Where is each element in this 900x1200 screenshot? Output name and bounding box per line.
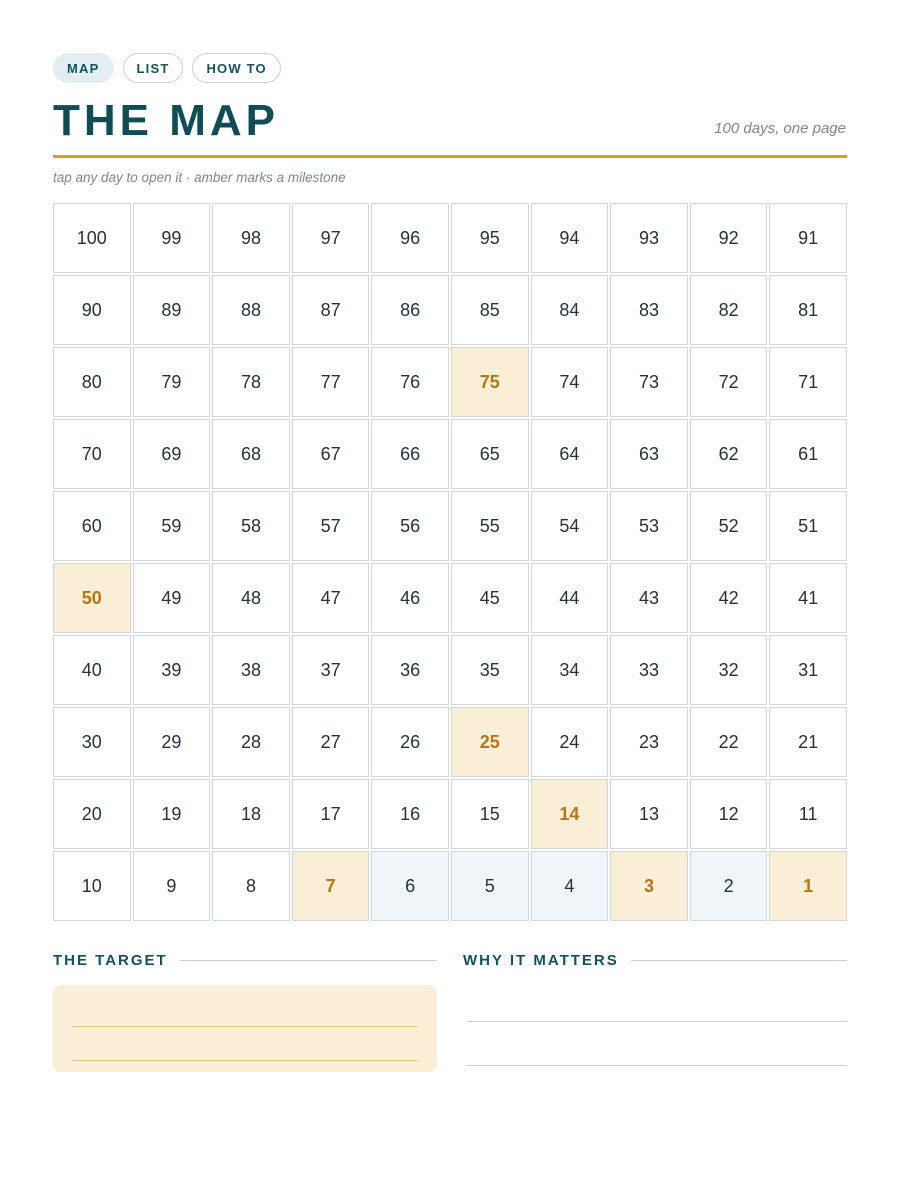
day-cell[interactable]: 29 bbox=[133, 707, 211, 777]
day-cell[interactable]: 15 bbox=[451, 779, 529, 849]
why-writing-line[interactable] bbox=[467, 1021, 847, 1022]
tab-how-to[interactable]: HOW TO bbox=[192, 53, 280, 83]
day-cell[interactable]: 17 bbox=[292, 779, 370, 849]
day-cell[interactable]: 36 bbox=[371, 635, 449, 705]
day-cell[interactable]: 98 bbox=[212, 203, 290, 273]
day-cell[interactable]: 79 bbox=[133, 347, 211, 417]
day-cell[interactable]: 30 bbox=[53, 707, 131, 777]
day-cell[interactable]: 74 bbox=[531, 347, 609, 417]
day-cell[interactable]: 42 bbox=[690, 563, 768, 633]
day-cell[interactable]: 85 bbox=[451, 275, 529, 345]
day-cell[interactable]: 33 bbox=[610, 635, 688, 705]
day-cell[interactable]: 26 bbox=[371, 707, 449, 777]
day-cell[interactable]: 41 bbox=[769, 563, 847, 633]
day-cell-milestone[interactable]: 75 bbox=[451, 347, 529, 417]
day-grid bbox=[53, 203, 847, 921]
day-cell[interactable]: 97 bbox=[292, 203, 370, 273]
day-cell[interactable]: 2 bbox=[690, 851, 768, 921]
day-cell[interactable]: 13 bbox=[610, 779, 688, 849]
day-cell[interactable]: 82 bbox=[690, 275, 768, 345]
day-cell[interactable]: 44 bbox=[531, 563, 609, 633]
why-heading: WHY IT MATTERS bbox=[463, 952, 619, 969]
day-cell[interactable]: 62 bbox=[690, 419, 768, 489]
day-cell[interactable]: 71 bbox=[769, 347, 847, 417]
day-cell[interactable]: 16 bbox=[371, 779, 449, 849]
day-cell[interactable]: 45 bbox=[451, 563, 529, 633]
day-cell-milestone[interactable]: 7 bbox=[292, 851, 370, 921]
day-cell[interactable]: 6 bbox=[371, 851, 449, 921]
tab-list[interactable]: LIST bbox=[123, 53, 184, 83]
day-cell[interactable]: 93 bbox=[610, 203, 688, 273]
day-cell[interactable]: 89 bbox=[133, 275, 211, 345]
day-cell[interactable]: 96 bbox=[371, 203, 449, 273]
day-cell[interactable]: 58 bbox=[212, 491, 290, 561]
day-cell-milestone[interactable]: 25 bbox=[451, 707, 529, 777]
day-cell[interactable]: 77 bbox=[292, 347, 370, 417]
day-cell[interactable]: 95 bbox=[451, 203, 529, 273]
day-cell[interactable]: 53 bbox=[610, 491, 688, 561]
day-cell[interactable]: 20 bbox=[53, 779, 131, 849]
day-cell[interactable]: 60 bbox=[53, 491, 131, 561]
day-cell[interactable]: 38 bbox=[212, 635, 290, 705]
day-cell[interactable]: 59 bbox=[133, 491, 211, 561]
page-title: THE MAP bbox=[53, 96, 279, 145]
day-cell[interactable]: 28 bbox=[212, 707, 290, 777]
day-cell[interactable]: 87 bbox=[292, 275, 370, 345]
day-cell[interactable]: 83 bbox=[610, 275, 688, 345]
why-heading-rule bbox=[631, 960, 847, 961]
day-cell[interactable]: 31 bbox=[769, 635, 847, 705]
day-cell[interactable]: 80 bbox=[53, 347, 131, 417]
day-cell[interactable]: 40 bbox=[53, 635, 131, 705]
usage-hint: tap any day to open it · amber marks a milestone bbox=[53, 170, 346, 185]
day-cell[interactable]: 24 bbox=[531, 707, 609, 777]
day-cell[interactable]: 4 bbox=[531, 851, 609, 921]
day-cell[interactable]: 51 bbox=[769, 491, 847, 561]
day-cell[interactable]: 32 bbox=[690, 635, 768, 705]
why-section-header bbox=[463, 952, 847, 969]
target-writing-line bbox=[72, 1026, 418, 1027]
day-cell[interactable]: 19 bbox=[133, 779, 211, 849]
target-heading: THE TARGET bbox=[53, 952, 168, 969]
header-divider bbox=[53, 155, 847, 158]
day-cell-milestone[interactable]: 50 bbox=[53, 563, 131, 633]
day-cell[interactable]: 65 bbox=[451, 419, 529, 489]
page-tagline: 100 days, one page bbox=[714, 120, 846, 137]
day-cell[interactable]: 43 bbox=[610, 563, 688, 633]
day-cell[interactable]: 8 bbox=[212, 851, 290, 921]
day-cell[interactable]: 34 bbox=[531, 635, 609, 705]
day-cell[interactable]: 46 bbox=[371, 563, 449, 633]
day-cell[interactable]: 72 bbox=[690, 347, 768, 417]
day-cell-milestone[interactable]: 14 bbox=[531, 779, 609, 849]
day-cell[interactable]: 78 bbox=[212, 347, 290, 417]
day-cell[interactable]: 81 bbox=[769, 275, 847, 345]
day-cell[interactable]: 52 bbox=[690, 491, 768, 561]
day-cell[interactable]: 100 bbox=[53, 203, 131, 273]
day-cell[interactable]: 73 bbox=[610, 347, 688, 417]
day-cell[interactable]: 56 bbox=[371, 491, 449, 561]
day-cell[interactable]: 47 bbox=[292, 563, 370, 633]
day-cell[interactable]: 57 bbox=[292, 491, 370, 561]
day-cell[interactable]: 88 bbox=[212, 275, 290, 345]
day-cell[interactable]: 37 bbox=[292, 635, 370, 705]
target-writing-line bbox=[72, 1060, 418, 1061]
day-cell[interactable]: 67 bbox=[292, 419, 370, 489]
day-cell[interactable]: 70 bbox=[53, 419, 131, 489]
day-cell[interactable]: 99 bbox=[133, 203, 211, 273]
day-cell[interactable]: 90 bbox=[53, 275, 131, 345]
day-cell[interactable]: 63 bbox=[610, 419, 688, 489]
day-cell[interactable]: 84 bbox=[531, 275, 609, 345]
day-cell[interactable]: 23 bbox=[610, 707, 688, 777]
day-cell[interactable]: 49 bbox=[133, 563, 211, 633]
day-cell[interactable]: 48 bbox=[212, 563, 290, 633]
target-input-box[interactable] bbox=[53, 985, 437, 1072]
day-cell[interactable]: 68 bbox=[212, 419, 290, 489]
day-cell[interactable]: 64 bbox=[531, 419, 609, 489]
day-cell-milestone[interactable]: 3 bbox=[610, 851, 688, 921]
day-cell[interactable]: 69 bbox=[133, 419, 211, 489]
tab-map[interactable]: MAP bbox=[53, 53, 114, 83]
why-writing-line[interactable] bbox=[467, 1065, 847, 1066]
day-cell[interactable]: 54 bbox=[531, 491, 609, 561]
day-cell[interactable]: 5 bbox=[451, 851, 529, 921]
day-cell[interactable]: 21 bbox=[769, 707, 847, 777]
day-cell[interactable]: 35 bbox=[451, 635, 529, 705]
day-cell[interactable]: 94 bbox=[531, 203, 609, 273]
day-cell[interactable]: 27 bbox=[292, 707, 370, 777]
day-cell[interactable]: 10 bbox=[53, 851, 131, 921]
day-cell[interactable]: 86 bbox=[371, 275, 449, 345]
day-cell[interactable]: 61 bbox=[769, 419, 847, 489]
day-cell[interactable]: 39 bbox=[133, 635, 211, 705]
view-tabs bbox=[53, 53, 281, 83]
day-cell[interactable]: 12 bbox=[690, 779, 768, 849]
day-cell[interactable]: 55 bbox=[451, 491, 529, 561]
day-cell[interactable]: 18 bbox=[212, 779, 290, 849]
day-cell[interactable]: 92 bbox=[690, 203, 768, 273]
target-heading-rule bbox=[180, 960, 437, 961]
day-cell-milestone[interactable]: 1 bbox=[769, 851, 847, 921]
day-cell[interactable]: 76 bbox=[371, 347, 449, 417]
day-cell[interactable]: 22 bbox=[690, 707, 768, 777]
day-cell[interactable]: 66 bbox=[371, 419, 449, 489]
day-cell[interactable]: 91 bbox=[769, 203, 847, 273]
target-section-header bbox=[53, 952, 437, 969]
day-cell[interactable]: 11 bbox=[769, 779, 847, 849]
day-cell[interactable]: 9 bbox=[133, 851, 211, 921]
